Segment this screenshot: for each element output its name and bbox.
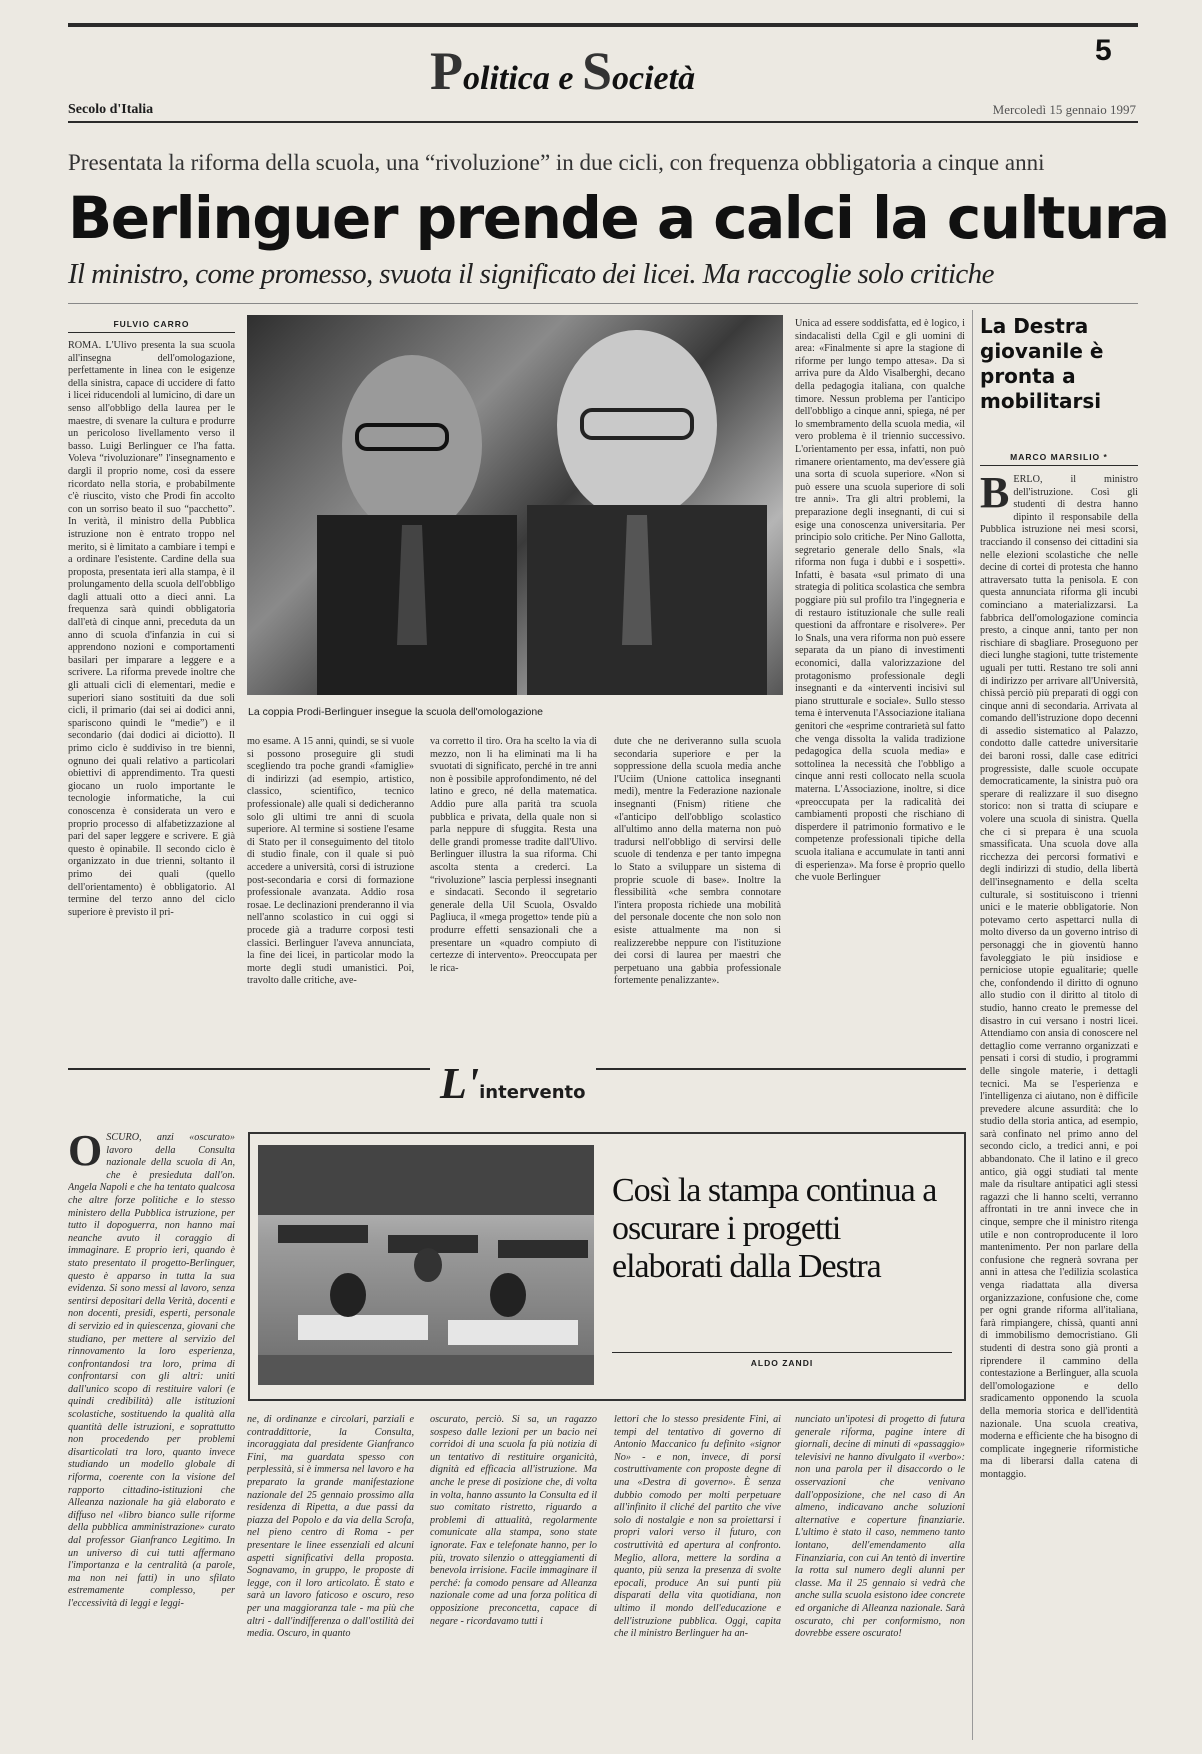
page-number: 5 <box>1095 34 1112 67</box>
main-col-3: va corretto il tiro. Ora ha scelto la via di mezzo, non li ha eliminati ma li ha svuotati di significato, perché in tre anni non è possibile approfondimento, né del latino e greco, né della matematica. Addio pure alla parità tra scuola pubblica e privata, della quale non si parla neppure di sfuggita. Resta una delle grandi promesse tradite dall'Ulivo. Berlinguer illustra la sua riforma. Chi ascolta stenta a crederci. La “rivoluzione” lascia perplessi insegnanti e sindacati. Secondo il segretario generale della Uil Scuola, Osvaldo Pagliuca, il «mega progetto» tende più a produrre effetti sensazionali che a presentare un «quadro compiuto di certezze di intervento». Preoccupata per le rica- <box>430 736 597 974</box>
section-text-1: olitica e <box>463 60 582 97</box>
main-col-5: Unica ad essere soddisfatta, ed è logico, i sindacalisti della Cgil e gli uomini di area: «Finalmente si apre la stagione di riforme per lungo tempo attesa». Da sì arriva pure da Aldo Visalberghi, decano della pedagogia italiana, con qualche timore. Nessun problema per l'anticipo dell'obbligo a cinque anni, spiega, né per lo smembramento della scuola media, «il vero problema è il triennio successivo. L'orientamento per essa, infatti, non può rimanere orientamento, ma dev'essere già una sorta di scuola superiore. «Non si può essere una scuola superiore di soli tre anni». Tra gli altri problemi, la preparazione degli insegnanti, di cui si esige una conoscenza universitaria. Per principio solo critiche. Per Nino Gallotta, segretario generale dello Snals, «la riforma non fuga i dubbi e i sospetti». Infatti, è basata «sul primato di una strategia di politica scolastica che sembra poggiare più sul profilo tra l'ingegneria e di restauro istituzionale che sulle reali questioni da affrontare e risolvere». Per lo Snals, una vera riforma non può essere separata da un piano di investimenti economici, dalla valorizzazione del protagonismo professionale degli insegnanti e da «interventi incisivi sul piano strutturale e sociale». Sullo stesso tema è intervenuta l'Associazione italiana genitori che «esprime contrarietà sul fatto che venga dissolta la valida tradizione pedagogica della scuola media» e sottolinea la necessità che l'obbligo a cinque anni resti collocato nella scuola materna. L'Associazione, inoltre, si dice «preoccupata per la radicalità dei cambiamenti proposti che rischiano di disperdere il patrimonio formativo e le competenze professionali tipiche della scuola italiana e accumulate in tanti anni di esperienza». Ma forse è proprio quello che vuole Berlinguer <box>795 318 965 884</box>
issue-date: Mercoledì 15 gennaio 1997 <box>992 102 1136 117</box>
photo-figures <box>247 315 783 695</box>
intervento-byline-rule <box>612 1352 952 1353</box>
main-col-2: mo esame. A 15 anni, quindi, se si vuole si possono proseguire gli studi scegliendo tra poche grandi «famiglie» di indirizzi (ad esempio, artistico, classico, scientifico, tecnico professionale) alle quali si dedicheranno solo gli ultimi tre anni di scuola superiore. Al termine si sostiene l'esame di Stato per il conseguimento del titolo di studio finale, con il quale si può accedere a università, corsi di istruzione post-secondaria e corsi di formazione professionale avanzata. Addio rosa rosae. Le declinazioni prenderanno il via nell'anno scolastico in cui oggi si procede già a tradurre corposi testi classici. Berlinguer l'aveva annunciata, la fine dei licei, in particolar modo la morte degli studi umanistici. Poi, travolto dalle critiche, ave- <box>247 736 414 987</box>
side-byline-rule <box>980 465 1138 466</box>
masthead-rule <box>68 121 1138 123</box>
side-headline: La Destra giovanile è pronta a mobilitarsi <box>980 314 1104 413</box>
side-divider <box>972 310 973 1740</box>
side-body <box>980 474 1138 1736</box>
kicker: Presentata la riforma della scuola, una “rivoluzione” in due cicli, con frequenza obbligatoria a cinque anni <box>68 150 1045 175</box>
intervento-col-4: lettori che lo stesso presidente Fini, ai tempi del tentativo di governo di Antonio Maccanico fu definito «signor No» - e non, invece, di porsi costruttivamente con proposte degne di una «Destra di governo». È senza dubbio comodo per molti perpetuare all'infinito il cliché del partito che vive solo di nostalgie e non sa proiettarsi i propri valori verso il futuro, con costruttività ed apertura al confronto. Meglio, allora, mettere la sordina a quanto, più senza la presenza di svolte epocali, produce An sui punti più disparati della vita quotidiana, non ultimo il mondo dell'educazione e dell'istruzione pubblica. Oggi, capita che il ministro Berlinguer ha an- <box>614 1414 781 1640</box>
photo-caption: La coppia Prodi-Berlinguer insegue la scuola dell'omologazione <box>248 706 544 718</box>
subhead-rule <box>68 303 1138 304</box>
main-byline: FULVIO CARRO <box>113 319 190 329</box>
main-col-4: dute che ne deriveranno sulla scuola secondaria superiore e per la soppressione della scuola media anche l'Uciim (Unione cattolica insegnanti medi), mentre la Federazione nazionale insegnanti (Fnism) ritiene che «l'anticipo dell'obbligo scolastico all'ultimo anno della materna non può tradursi nell'obbligo di servirsi delle scuole di tendenza e per tanto impegna lo Stato a sviluppare un sistema di proprie scuole di base». Inoltre la flessibilità «che sembra connotare l'intera proposta richiede una mobilità del personale docente che non solo non esiste attualmente ma non si realizzerebbe neppure con l'istituzione dei corsi di laurea per maestri che perpetuano una gabbia professionale fortemente penalizzante». <box>614 736 781 987</box>
intervento-lead <box>68 1132 235 1738</box>
main-photo <box>247 315 783 695</box>
main-subhead: Il ministro, come promesso, svuota il significato dei licei. Ma raccoglie solo critiche <box>68 258 994 290</box>
intervento-col-3: oscurato, perciò. Si sa, un ragazzo sospeso dalle lezioni per un bacio nei corridoi di una scuola fa più notizia di un tentativo di restituire organicità, dignità ed efficacia all'istruzione. Ma anche le prese di posizione che, di volta in volta, hanno assunto la Consulta ed il suo comitato ristretto, riguardo a problemi di attualità, regolarmente comunicate alla stampa, sono state ignorate. Fax e telefonate hanno, per lo più, trovato silenzio o atteggiamenti di benevola irrisione. Facile immaginare il perché: fa comodo pensare ad Alleanza nazionale come ad una forza politica di opposizione preconcetta, capace di negare - ricordavamo tutti i <box>430 1414 597 1627</box>
side-text: ERLO, il ministro dell'istruzione. Così gli studenti di destra hanno dipinto il responsabile della Pubblica istruzione nei mesi scorsi, tracciando il consenso dei cittadini sia nelle elezioni scolastiche che nelle decine di cortei di protesta che hanno attraversato tutta la penisola. E con questa annunciata riforma gli incubi cominciano a materializzarsi. La fabbrica dell'omologazione comincia presto, a cinque anni, tanto per non rischiare di sbagliare. Proseguono per dieci lunghe stagioni, tutte tristemente uguali per tutti. Restano tre soli anni di indirizzo per arrivare all'Università, chissà perciò più preparati di oggi con cinque anni di secondaria. Arrivata al comando dell'istruzione dopo decenni di assedio sistematico al Palazzo, condotto dalle cattedre universitarie dei baroni rossi, dalle case editrici progressiste, dalle scuole occupate democraticamente, la sinistra può ora sperare di realizzare il suo disegno storico: non si tratta di sciupare e volere una scuola di sinistra. Quella che ci si prepara è una scuola smassificata. Una scuola dove alla ricchezza dei percorsi formativi e degli indirizzi di studio, della libertà dell'insegnamento e della scelta culturale, si sostituiscono i trienni unici e le materie obbligatorie. Non potevamo certo aspettarci nulla di molto diverso da un governo intriso di personaggi che in gioventù hanno favoleggiato le più insidiose e perniciose utopie egualitarie; quelle che, confondendo il diritto di ognuno allo studio con il diritto al titolo di studio, hanno creato le premesse del disastro in cui versano i nostri licei. Attendiamo con ansia di conoscere nel dettaglio come verranno organizzati e pensati i corsi di studio, i programmi delle singole materie, i dettagli tecnici. Ma se l'esperienza e l'intelligenza ci aiutano, non è difficile prevedere alcune assurdità: che lo studio della storia antica, ad esempio, sarà confinato nel primo anno del secondo ciclo, a tredici anni, e poi abbandonato. Che il latino e il greco antico, già oggi studiati tal mente male da risultare antipatici agli stessi ragazzi che li hanno scelti, verranno affrontati in tre anni invece che in cinque, sempre che il ministro ritenga utile e non controproducente il loro mantenimento. Per non parlare della confusione che regnerà sovrana per anni in attesa che l'edilizia scolastica venga riadattata alla diversa organizzazione, confusione che, come per ogni grande riforma all'italiana, farà rimpiangere, chissà, quanti anni di immobilismo democristiano. Gli studenti di destra sono già pronti a riprendere il cammino della contestazione a Berlinguer, alla scuola dell'omologazione e dello sradicamento opponendo la scuola della memoria storica e dell'identità nazionale. Una scuola creativa, moderna e efficiente che ha bisogno di complicate ingegnerie riformistiche ma di liberarsi dalla catena di montaggio. <box>980 474 1138 1480</box>
side-byline: MARCO MARSILIO * <box>1010 452 1108 462</box>
side-dropcap: B <box>980 474 1010 517</box>
section-text-2: ocietà <box>612 60 696 97</box>
intervento-col-5: nunciato un'ipotesi di progetto di futura generale riforma, pagine intere di giornali, decine di minuti di «passaggio» televisivi ne hanno divulgato il «verbo»: non una parola per il disaccordo o le osservazioni che venivano dall'opposizione, che nel caso di An almeno, indicavano anche soluzioni alternative e coperture finanziarie. L'ultimo è stato il caso, nemmeno tanto lontano, dell'emendamento alla Finanziaria, con cui An tentò di invertire la rotta sul numero degli alunni per classe. Ma il 25 gennaio si vedrà che anche sulla scuola esistono idee concrete ed organiche di Alleanza nazionale. Sarà oscurato, chi per conformismo, non dovrebbe essere oscurato! <box>795 1414 965 1640</box>
intervento-byline: ALDO ZANDI <box>750 1358 814 1368</box>
intervento-col-2: ne, di ordinanze e circolari, parziali e contraddittorie, la Consulta, incoraggiata dal presidente Gianfranco Fini, ma guardata spesso con perplessità, si è immersa nel lavoro e ha preparato la grande manifestazione nazionale del 25 gennaio prossimo alla residenza di Ripetta, a due passi da piazza del Popolo e da via della Scrofa, nel pieno centro di Roma - per presentare le linee essenziali ed alcuni aspetti significativi della proposta. Sognavamo, in gruppo, le proposte di legge, con il loro articolato. È stato e sarà un lavoro faticoso e oscuro, reso per una maggioranza tale - ma più che altri - dall'indifferenza o dall'ostilità dei media. Oscuro, in quanto <box>247 1414 414 1640</box>
classroom-figures <box>258 1145 594 1385</box>
main-col-1: ROMA. L'Ulivo presenta la sua scuola all'insegna dell'omologazione, perfettamente in linea con le esigenze della sinistra, capace di uccidere di fatto i licei riducendoli al lumicino, di dare un senso all'obbligo della laurea per le maestre, di svenare la cultura e produrre un pericoloso livellamento verso il basso. Luigi Berlinguer ce l'ha fatta. Voleva “rivoluzionare” l'insegnamento e dargli il proprio nome, così da essere ricordato nella storia, e probabilmente c'è riuscito, visto che Prodi fin accolto con un sorriso beato il suo “pacchetto”. In verità, il ministro della Pubblica istruzione non è entrato troppo nel merito, si è limitato a cambiare i tempi e a ordinare l'esistente. Cardine della sua proposta, presentata ieri alla stampa, è il prolungamento della scuola dell'obbligo dagli attuali otto a dieci anni. La frequenza sarà quindi obbligatoria dall'età di cinque anni, preceduta da un anno di scuola d'infanzia in cui si apprendono nozioni e comportamenti basilari per imparare a leggere e a scrivere. La riforma prevede inoltre che gli attuali cicli di elementari, medie e superiori siano sostituiti da due soli cicli, il primario (dai sei ai dodici anni, spariscono quindi le “medie”) e il secondario (dai dodici ai diciotto). Il primo ciclo è suddiviso in tre bienni, ognuno dei quali relativo a particolari obiettivi di apprendimento. Tra questi giocano un ruolo importante le tecnologie informatiche, la cui conoscenza è considerata un vero e proprio processo di alfabetizzazione al pari del saper leggere e scrivere. E già questo è opinabile. Il secondo ciclo è organizzato in due trienni, soltanto il primo dei quali (quello dell'orientamento) è obbligatorio. Al termine del terzo anno del ciclo superiore è previsto il pri- <box>68 340 235 918</box>
main-headline: Berlinguer prende a calci la cultura <box>68 184 1169 252</box>
intervento-label <box>430 1058 596 1109</box>
intervento-headline: Così la stampa continua a oscurare i progetti elaborati dalla Destra <box>612 1172 937 1285</box>
section-initial-s: S <box>581 41 613 101</box>
intervento-label-text: intervento <box>479 1082 586 1103</box>
intervento-dropcap: O <box>68 1132 103 1175</box>
classroom-photo <box>258 1145 594 1385</box>
section-initial-p: P <box>430 41 463 101</box>
intervento-label-letter: L' <box>440 1059 480 1108</box>
masthead: Secolo d'Italia <box>68 102 154 117</box>
byline-rule <box>68 332 235 333</box>
top-rule <box>68 23 1138 27</box>
intervento-lead-text: SCURO, anzi «oscurato» lavoro della Consulta nazionale della scuola di An, che è presieduta dall'on. Angela Napoli e che ha tentato qualcosa che altre forze politiche e lo stesso ministero della Pubblica istruzione, per tutto il dopoguerra, non hanno mai neanche avuto il coraggio di immaginare. E proprio ieri, quando è stato presentato il progetto-Berlinguer, questo è apparso in tutta la sua evidenza. Si sono messi al lavoro, senza sentirsi depositari della Verità, docenti e non docenti, presidi, esperti, personale di servizio ed in quiescenza, giovani che studiano, per mettere al servizio del rinnovamento la loro esperienza, confrontandosi tra loro, prima di confrontarsi con gli altri: uniti dall'unico scopo di restituire valori (e quindi credibilità) alle istituzioni scolastiche, sostituendo la qualità alla quantità delle istruzioni, e soprattutto non procedendo per problemi disarticolati tra loro, quanto invece studiando un modello globale di riforma, coerente con la visione del rapporto cittadino-istituzioni che Alleanza nazionale ha già elaborato e diffuso nel «libro bianco sulle riforme della pubblica amministrazione» curato dal professor Gianfranco Legitimo. In un universo di cui tutti affermano l'importanza e la centralità (a parole, ma non nei fatti) in uno sfilato estremamente complesso, per l'eccessività di leggi e leggi- <box>68 1132 235 1609</box>
section-title <box>430 40 695 102</box>
